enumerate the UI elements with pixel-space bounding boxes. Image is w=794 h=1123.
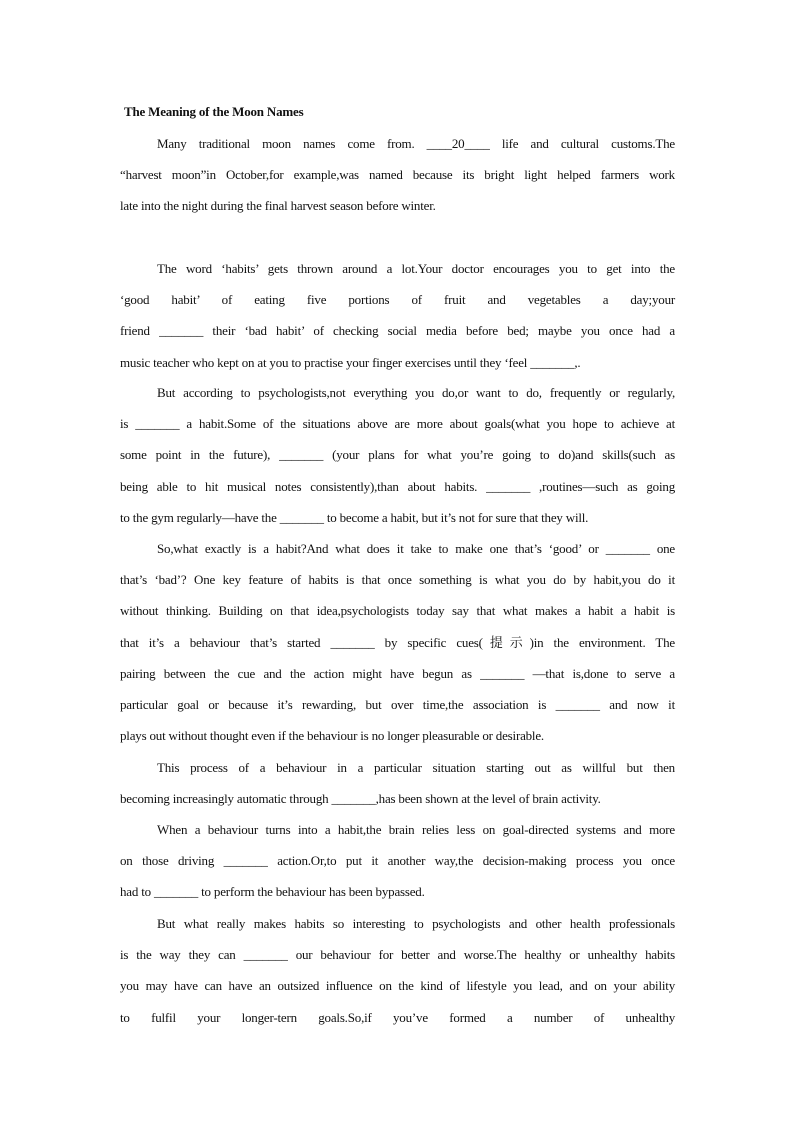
paragraph-line: becoming increasingly automatic through _______,has been shown at the level of brain activity. (120, 791, 601, 807)
paragraph-what-is-habit (120, 533, 675, 751)
paragraph-line: music teacher who kept on at you to practise your finger exercises until they ‘feel _______,. (120, 354, 581, 370)
paragraph-line: to the gym regularly—have the _______ to become a habit, but it’s not for sure that they will. (120, 509, 589, 525)
paragraph-line: So,what exactly is a habit?And what does it take to make one that’s ‘good’ or _______ one (157, 541, 675, 556)
paragraph-process (120, 752, 675, 814)
paragraph-line: that it’s a behaviour that’s started _______ by specific cues(提示)in the environment. The (120, 634, 675, 650)
paragraph-line: ‘good habit’ of eating five portions of fruit and vegetables a day;your (120, 292, 675, 308)
paragraph-line: friend _______ their ‘bad habit’ of checking social media before bed; maybe you once had a (120, 323, 675, 339)
paragraph-line: Many traditional moon names come from. ____20____ life and cultural customs.The (157, 136, 675, 151)
paragraph-interesting (120, 908, 675, 1033)
paragraph-line: without thinking. Building on that idea,psychologists today say that what makes a habit a habit is (120, 603, 675, 619)
paragraph-line: late into the night during the final harvest season before winter. (120, 198, 436, 214)
paragraph-brain (120, 814, 675, 908)
paragraph-line: This process of a behaviour in a particular situation starting out as willful but then (157, 760, 675, 775)
paragraph-line: is _______ a habit.Some of the situations above are more about goals(what you hope to achieve at (120, 416, 675, 432)
paragraph-psychologists (120, 377, 675, 533)
paragraph-line: some point in the future), _______ (your plans for what you’re going to do)and skills(such as (120, 447, 675, 463)
paragraph-line: to fulfil your longer-tern goals.So,if you’ve formed a number of unhealthy (120, 1009, 675, 1025)
paragraph-line: The word ‘habits’ gets thrown around a lot.Your doctor encourages you to get into the (157, 261, 675, 276)
paragraph-line: that’s ‘bad’? One key feature of habits is that once something is what you do by habit,you do it (120, 572, 675, 588)
paragraph-habits-intro (120, 253, 675, 378)
paragraph-line: on those driving _______ action.Or,to put it another way,the decision-making process you once (120, 853, 675, 869)
document-title: The Meaning of the Moon Names (124, 104, 304, 119)
paragraph-line: But what really makes habits so interesting to psychologists and other health professionals (157, 916, 675, 931)
paragraph-line: “harvest moon”in October,for example,was named because its bright light helped farmers work (120, 167, 675, 183)
paragraph-line: is the way they can _______ our behaviour for better and worse.The healthy or unhealthy habits (120, 947, 675, 963)
paragraph-line: you may have can have an outsized influence on the kind of lifestyle you lead, and on your ability (120, 978, 675, 994)
paragraph-line: But according to psychologists,not everything you do,or want to do, frequently or regularly, (157, 385, 675, 400)
paragraph-line: being able to hit musical notes consistently),than about habits. _______ ,routines—such as going (120, 478, 675, 494)
paragraph-line: particular goal or because it’s rewarding, but over time,the association is _______ and now it (120, 697, 675, 713)
paragraph-line: plays out without thought even if the behaviour is no longer pleasurable or desirable. (120, 728, 544, 744)
paragraph-line: pairing between the cue and the action might have begun as _______ —that is,done to serve a (120, 665, 675, 681)
paragraph-line: When a behaviour turns into a habit,the brain relies less on goal-directed systems and more (157, 822, 675, 837)
paragraph-line: had to _______ to perform the behaviour has been bypassed. (120, 884, 425, 900)
paragraph-moon-names (120, 128, 675, 222)
